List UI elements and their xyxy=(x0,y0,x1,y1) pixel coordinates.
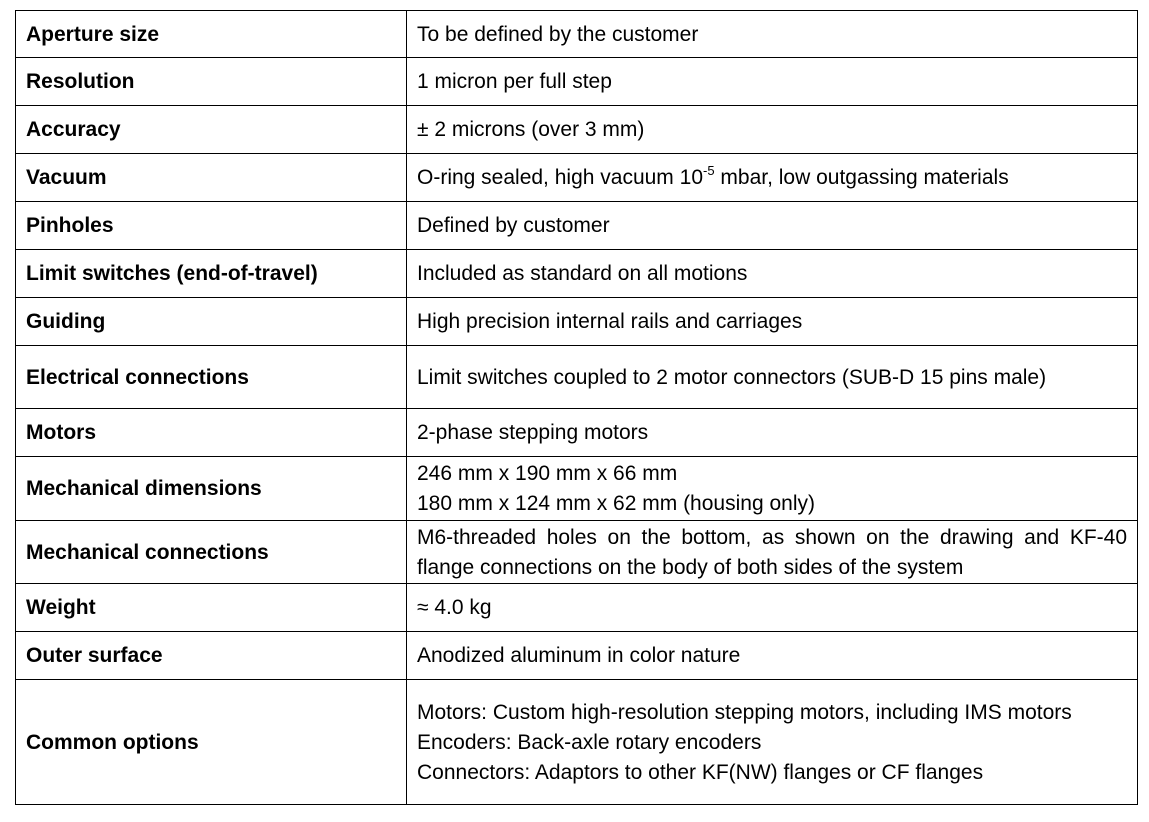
value-line: 246 mm x 190 mm x 66 mm xyxy=(417,462,678,485)
value-line: To be defined by the customer xyxy=(417,22,699,46)
row-value xyxy=(407,106,1138,154)
table-row xyxy=(16,457,1138,521)
row-label: Guiding xyxy=(16,298,407,346)
row-value xyxy=(407,202,1138,250)
value-line: 1 micron per full step xyxy=(417,70,612,93)
spec-table xyxy=(15,10,1138,805)
row-value xyxy=(407,154,1138,202)
row-label: Limit switches (end-of-travel) xyxy=(16,250,407,298)
row-value xyxy=(407,250,1138,298)
value-line: Defined by customer xyxy=(417,214,610,237)
table-row xyxy=(16,154,1138,202)
value-line: Limit switches coupled to 2 motor connectors (SUB-D 15 pins male) xyxy=(417,365,1047,389)
row-value xyxy=(407,11,1138,58)
table-row xyxy=(16,346,1138,409)
row-value xyxy=(407,521,1138,584)
row-label: Electrical connections xyxy=(16,346,407,409)
value-line: Connectors: Adaptors to other KF(NW) flanges or CF flanges xyxy=(417,760,984,784)
value-line: High precision internal rails and carriages xyxy=(417,310,803,333)
value-text: mbar, low outgassing materials xyxy=(714,166,1009,189)
row-label: Pinholes xyxy=(16,202,407,250)
value-text: O-ring sealed, high vacuum 10 xyxy=(417,166,703,189)
table-row xyxy=(16,298,1138,346)
row-value xyxy=(407,298,1138,346)
row-label: Mechanical dimensions xyxy=(16,457,407,521)
row-value xyxy=(407,346,1138,409)
row-label: Outer surface xyxy=(16,632,407,680)
value-line: Encoders: Back-axle rotary encoders xyxy=(417,730,762,754)
value-line: Motors: Custom high-resolution stepping motors, including IMS motors xyxy=(417,700,1072,724)
table-row xyxy=(16,11,1138,58)
value-line: ± 2 microns (over 3 mm) xyxy=(417,118,645,141)
table-row xyxy=(16,521,1138,584)
table-row xyxy=(16,106,1138,154)
value-line: 2-phase stepping motors xyxy=(417,421,649,444)
value-line: 180 mm x 124 mm x 62 mm (housing only) xyxy=(417,492,815,515)
row-label: Accuracy xyxy=(16,106,407,154)
value-line: Included as standard on all motions xyxy=(417,262,748,285)
row-label: Weight xyxy=(16,584,407,632)
row-value xyxy=(407,457,1138,521)
row-label: Aperture size xyxy=(16,11,407,58)
table-row xyxy=(16,58,1138,106)
row-label: Motors xyxy=(16,409,407,457)
table-row xyxy=(16,202,1138,250)
value-line: ≈ 4.0 kg xyxy=(417,596,492,619)
row-label: Resolution xyxy=(16,58,407,106)
table-row xyxy=(16,409,1138,457)
row-label: Mechanical connections xyxy=(16,521,407,584)
row-label: Vacuum xyxy=(16,154,407,202)
row-value xyxy=(407,58,1138,106)
row-value xyxy=(407,584,1138,632)
table-row xyxy=(16,680,1138,805)
table-row xyxy=(16,632,1138,680)
value-line: Anodized aluminum in color nature xyxy=(417,644,741,667)
row-value xyxy=(407,680,1138,805)
row-value xyxy=(407,632,1138,680)
row-value xyxy=(407,409,1138,457)
value-line: M6-threaded holes on the bottom, as shown on the drawing and KF-40 flange connections on the body of both sides of the system xyxy=(417,525,1127,579)
row-label: Common options xyxy=(16,680,407,805)
table-row xyxy=(16,584,1138,632)
table-row xyxy=(16,250,1138,298)
value-superscript: -5 xyxy=(703,163,715,178)
